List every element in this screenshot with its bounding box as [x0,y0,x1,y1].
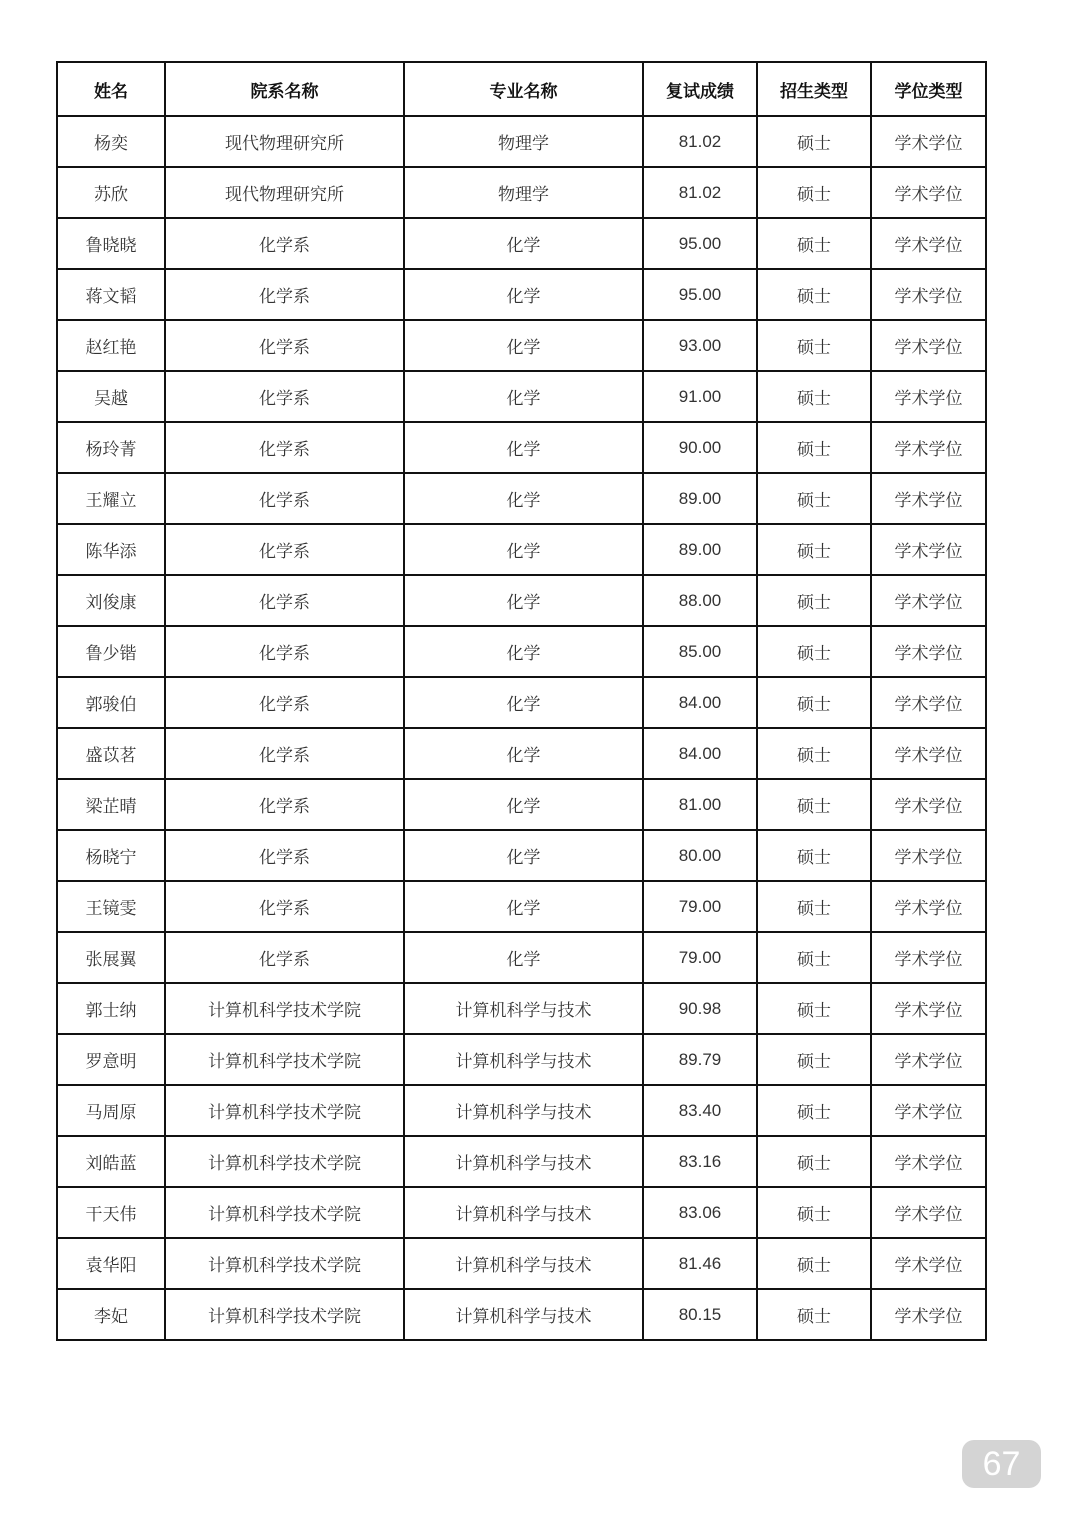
cell-department: 计算机科学技术学院 [165,1034,404,1085]
table-row [57,422,986,473]
page-number-badge: 67 [962,1440,1041,1488]
cell-degree-type: 学术学位 [871,1289,986,1340]
cell-score: 81.46 [643,1238,757,1289]
table-row [57,626,986,677]
cell-name: 干天伟 [57,1187,165,1238]
cell-department: 计算机科学技术学院 [165,1187,404,1238]
cell-score: 83.16 [643,1136,757,1187]
cell-enrollment-type: 硕士 [757,1187,871,1238]
header-degree-type: 学位类型 [871,62,986,116]
cell-name: 张展翼 [57,932,165,983]
cell-major: 化学 [404,932,643,983]
cell-degree-type: 学术学位 [871,269,986,320]
cell-name: 陈华添 [57,524,165,575]
cell-score: 89.00 [643,473,757,524]
cell-degree-type: 学术学位 [871,677,986,728]
cell-department: 化学系 [165,320,404,371]
cell-degree-type: 学术学位 [871,116,986,167]
cell-score: 83.40 [643,1085,757,1136]
cell-degree-type: 学术学位 [871,983,986,1034]
table-row [57,983,986,1034]
cell-major: 计算机科学与技术 [404,1187,643,1238]
cell-department: 化学系 [165,524,404,575]
cell-score: 81.00 [643,779,757,830]
table-row [57,830,986,881]
cell-name: 马周原 [57,1085,165,1136]
table-row [57,1085,986,1136]
cell-enrollment-type: 硕士 [757,728,871,779]
cell-name: 罗意明 [57,1034,165,1085]
cell-department: 化学系 [165,218,404,269]
cell-department: 化学系 [165,422,404,473]
cell-enrollment-type: 硕士 [757,371,871,422]
cell-score: 89.00 [643,524,757,575]
cell-degree-type: 学术学位 [871,575,986,626]
cell-score: 93.00 [643,320,757,371]
table-row [57,1238,986,1289]
table-row [57,269,986,320]
cell-enrollment-type: 硕士 [757,473,871,524]
cell-enrollment-type: 硕士 [757,269,871,320]
cell-name: 盛苡茗 [57,728,165,779]
cell-department: 化学系 [165,830,404,881]
cell-major: 化学 [404,728,643,779]
cell-enrollment-type: 硕士 [757,881,871,932]
cell-name: 蒋文韬 [57,269,165,320]
cell-name: 刘俊康 [57,575,165,626]
cell-department: 计算机科学技术学院 [165,1238,404,1289]
cell-score: 84.00 [643,677,757,728]
cell-department: 化学系 [165,677,404,728]
cell-department: 计算机科学技术学院 [165,1136,404,1187]
cell-score: 84.00 [643,728,757,779]
header-enrollment-type: 招生类型 [757,62,871,116]
cell-department: 化学系 [165,371,404,422]
cell-name: 苏欣 [57,167,165,218]
table-row [57,473,986,524]
header-score: 复试成绩 [643,62,757,116]
header-department: 院系名称 [165,62,404,116]
table-row [57,932,986,983]
table-row [57,575,986,626]
cell-enrollment-type: 硕士 [757,932,871,983]
cell-enrollment-type: 硕士 [757,116,871,167]
cell-degree-type: 学术学位 [871,1136,986,1187]
cell-degree-type: 学术学位 [871,626,986,677]
cell-score: 95.00 [643,269,757,320]
cell-major: 化学 [404,677,643,728]
cell-major: 化学 [404,626,643,677]
cell-score: 79.00 [643,932,757,983]
cell-enrollment-type: 硕士 [757,167,871,218]
cell-department: 化学系 [165,881,404,932]
cell-enrollment-type: 硕士 [757,677,871,728]
cell-degree-type: 学术学位 [871,524,986,575]
cell-score: 80.00 [643,830,757,881]
cell-major: 化学 [404,269,643,320]
cell-name: 鲁晓晓 [57,218,165,269]
cell-major: 计算机科学与技术 [404,1085,643,1136]
cell-department: 化学系 [165,779,404,830]
cell-enrollment-type: 硕士 [757,830,871,881]
cell-name: 赵红艳 [57,320,165,371]
cell-name: 鲁少锴 [57,626,165,677]
cell-major: 物理学 [404,167,643,218]
table-row [57,524,986,575]
cell-department: 现代物理研究所 [165,116,404,167]
cell-name: 王镜雯 [57,881,165,932]
cell-major: 计算机科学与技术 [404,1238,643,1289]
cell-enrollment-type: 硕士 [757,1289,871,1340]
cell-enrollment-type: 硕士 [757,1085,871,1136]
cell-department: 计算机科学技术学院 [165,1085,404,1136]
cell-enrollment-type: 硕士 [757,524,871,575]
cell-degree-type: 学术学位 [871,473,986,524]
cell-enrollment-type: 硕士 [757,575,871,626]
cell-department: 计算机科学技术学院 [165,1289,404,1340]
cell-degree-type: 学术学位 [871,167,986,218]
table-row [57,881,986,932]
cell-major: 化学 [404,371,643,422]
table-row [57,779,986,830]
cell-name: 杨玲菁 [57,422,165,473]
cell-degree-type: 学术学位 [871,422,986,473]
cell-department: 化学系 [165,473,404,524]
cell-major: 物理学 [404,116,643,167]
table-row [57,371,986,422]
cell-department: 化学系 [165,932,404,983]
table-row [57,116,986,167]
table-row [57,320,986,371]
cell-major: 化学 [404,524,643,575]
cell-name: 袁华阳 [57,1238,165,1289]
header-name: 姓名 [57,62,165,116]
cell-degree-type: 学术学位 [871,830,986,881]
cell-name: 吴越 [57,371,165,422]
cell-department: 现代物理研究所 [165,167,404,218]
cell-major: 计算机科学与技术 [404,1136,643,1187]
table-row [57,1289,986,1340]
cell-major: 化学 [404,218,643,269]
cell-degree-type: 学术学位 [871,728,986,779]
cell-score: 80.15 [643,1289,757,1340]
cell-score: 85.00 [643,626,757,677]
table-row [57,218,986,269]
cell-major: 化学 [404,320,643,371]
cell-score: 81.02 [643,116,757,167]
table-body [57,116,986,1340]
cell-score: 95.00 [643,218,757,269]
cell-degree-type: 学术学位 [871,371,986,422]
table-row [57,167,986,218]
header-major: 专业名称 [404,62,643,116]
cell-enrollment-type: 硕士 [757,218,871,269]
table-row [57,1187,986,1238]
cell-name: 李妃 [57,1289,165,1340]
table-row [57,728,986,779]
table-row [57,1034,986,1085]
cell-score: 88.00 [643,575,757,626]
cell-degree-type: 学术学位 [871,320,986,371]
cell-major: 化学 [404,830,643,881]
cell-name: 王耀立 [57,473,165,524]
cell-department: 计算机科学技术学院 [165,983,404,1034]
cell-degree-type: 学术学位 [871,1034,986,1085]
cell-degree-type: 学术学位 [871,881,986,932]
cell-name: 杨晓宁 [57,830,165,881]
cell-enrollment-type: 硕士 [757,779,871,830]
cell-department: 化学系 [165,575,404,626]
cell-department: 化学系 [165,269,404,320]
cell-major: 化学 [404,422,643,473]
cell-name: 郭骏伯 [57,677,165,728]
cell-enrollment-type: 硕士 [757,626,871,677]
cell-major: 化学 [404,779,643,830]
cell-enrollment-type: 硕士 [757,1034,871,1085]
admission-results-table [56,61,987,1341]
cell-major: 化学 [404,881,643,932]
cell-department: 化学系 [165,626,404,677]
cell-score: 90.00 [643,422,757,473]
table-header-row [57,62,986,116]
cell-degree-type: 学术学位 [871,932,986,983]
cell-department: 化学系 [165,728,404,779]
cell-score: 91.00 [643,371,757,422]
cell-name: 郭士纳 [57,983,165,1034]
cell-major: 化学 [404,473,643,524]
cell-major: 计算机科学与技术 [404,1289,643,1340]
cell-degree-type: 学术学位 [871,218,986,269]
table-row [57,677,986,728]
cell-major: 化学 [404,575,643,626]
cell-score: 83.06 [643,1187,757,1238]
cell-major: 计算机科学与技术 [404,983,643,1034]
cell-degree-type: 学术学位 [871,779,986,830]
cell-enrollment-type: 硕士 [757,320,871,371]
cell-score: 81.02 [643,167,757,218]
cell-name: 梁芷晴 [57,779,165,830]
cell-enrollment-type: 硕士 [757,422,871,473]
cell-name: 杨奕 [57,116,165,167]
cell-degree-type: 学术学位 [871,1187,986,1238]
cell-degree-type: 学术学位 [871,1238,986,1289]
cell-degree-type: 学术学位 [871,1085,986,1136]
cell-name: 刘皓蓝 [57,1136,165,1187]
cell-major: 计算机科学与技术 [404,1034,643,1085]
cell-score: 89.79 [643,1034,757,1085]
cell-enrollment-type: 硕士 [757,1238,871,1289]
cell-enrollment-type: 硕士 [757,983,871,1034]
cell-score: 79.00 [643,881,757,932]
table-row [57,1136,986,1187]
cell-score: 90.98 [643,983,757,1034]
cell-enrollment-type: 硕士 [757,1136,871,1187]
